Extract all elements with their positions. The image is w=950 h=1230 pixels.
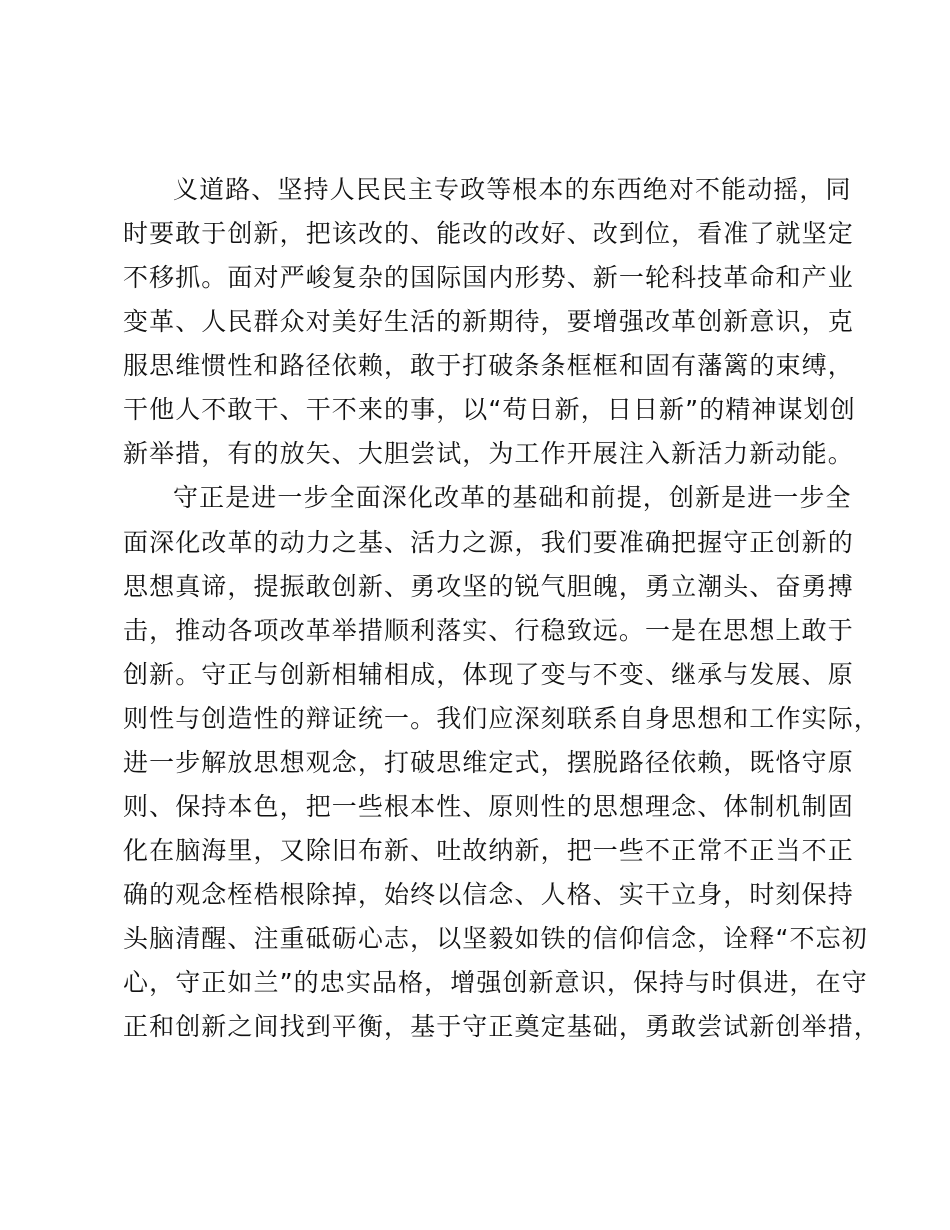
text-line: 时要敢于创新，把该改的、能改的改好、改到位，看准了就坚定 — [123, 219, 854, 248]
text-line: 创新。守正与创新相辅相成，体现了变与不变、继承与发展、原 — [123, 660, 854, 689]
text-line: 义道路、坚持人民民主专政等根本的东西绝对不能动摇，同 — [173, 175, 852, 204]
text-line: 干他人不敢干、干不来的事，以“苟日新，日日新”的精神谋划创 — [123, 395, 856, 424]
text-line: 进一步解放思想观念，打破思维定式，摆脱路径依赖，既恪守原 — [123, 748, 854, 777]
text-line: 化在脑海里，又除旧布新、吐故纳新，把一些不正常不正当不正 — [123, 836, 854, 865]
text-line: 头脑清醒、注重砥砺心志，以坚毅如铁的信仰信念，诠释“不忘初 — [123, 924, 868, 953]
text-line: 变革、人民群众对美好生活的新期待，要增强改革创新意识，克 — [123, 307, 854, 336]
text-line: 不移抓。面对严峻复杂的国际国内形势、新一轮科技革命和产业 — [123, 263, 854, 292]
text-line: 则性与创造性的辩证统一。我们应深刻联系自身思想和工作实际， — [123, 704, 880, 733]
text-line: 新举措，有的放矢、大胆尝试，为工作开展注入新活力新动能。 — [123, 439, 854, 468]
text-line: 守正是进一步全面深化改革的基础和前提，创新是进一步全 — [173, 483, 852, 512]
text-line: 确的观念桎梏根除掉，始终以信念、人格、实干立身，时刻保持 — [123, 880, 854, 909]
text-line: 正和创新之间找到平衡，基于守正奠定基础，勇敢尝试新创举措， — [123, 1012, 880, 1041]
text-line: 服思维惯性和路径依赖，敢于打破条条框框和固有藩篱的束缚， — [123, 351, 854, 380]
text-line: 心，守正如兰”的忠实品格，增强创新意识，保持与时俱进，在守 — [123, 968, 868, 997]
text-line: 击，推动各项改革举措顺利落实、行稳致远。一是在思想上敢于 — [123, 616, 854, 645]
text-line: 则、保持本色，把一些根本性、原则性的思想理念、体制机制固 — [123, 792, 854, 821]
text-line: 面深化改革的动力之基、活力之源，我们要准确把握守正创新的 — [123, 528, 854, 557]
text-line: 思想真谛，提振敢创新、勇攻坚的锐气胆魄，勇立潮头、奋勇搏 — [123, 572, 854, 601]
